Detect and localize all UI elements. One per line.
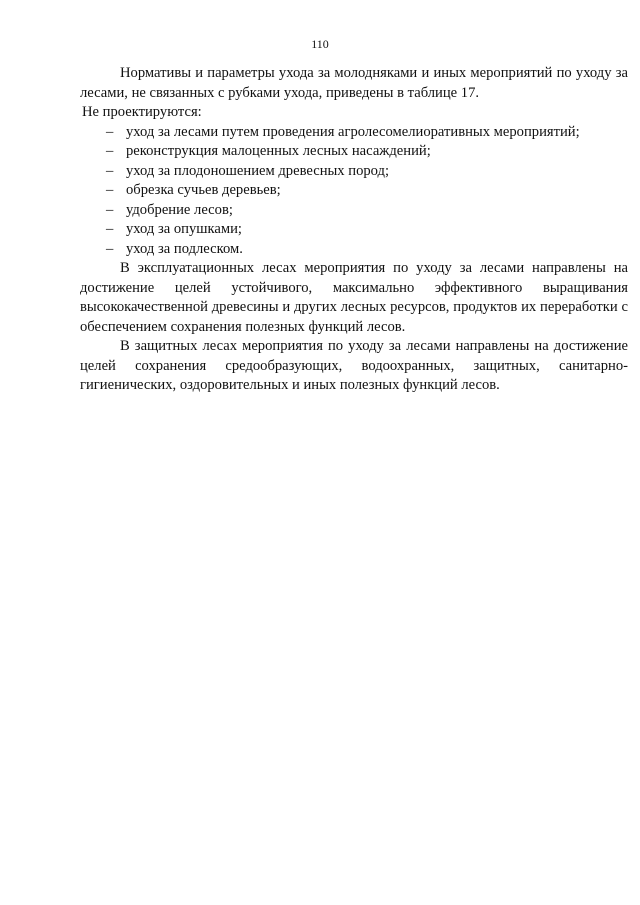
list-item	[80, 123, 628, 143]
list-dash: –	[106, 123, 114, 140]
list-dash: –	[106, 201, 114, 218]
list-dash: –	[106, 143, 114, 159]
list-item-text: удобрение лесов;	[126, 201, 233, 218]
list-item-text: уход за плодоношением древесных пород;	[126, 162, 390, 179]
paragraph-norms: Нормативы и параметры ухода за молодняками и иных мероприятий по уходу за лесами, не связанных с рубками ухода, приведены в таблице 17.	[80, 65, 628, 101]
paragraph-protective-forests: В защитных лесах мероприятия по уходу за лесами направлены на достижение целей сохранения средообразующих, водоохранных, защитных, санитарно-гигиенических, оздоровительных и иных полезных функций лесов.	[80, 338, 628, 393]
list-item	[80, 201, 628, 221]
list-item	[80, 240, 628, 260]
list-item-text: уход за опушками;	[126, 221, 242, 237]
list-item-text: уход за подлеском.	[126, 240, 243, 257]
page-number: 110	[311, 37, 329, 51]
not-designed-list	[80, 123, 628, 260]
list-dash: –	[106, 162, 114, 179]
list-item	[80, 181, 628, 201]
list-item	[80, 142, 628, 162]
paragraph-exploitation-forests: В эксплуатационных лесах мероприятия по уходу за лесами направлены на достижение целей устойчивого, максимально эффективного выращивания высококачественной древесины и других лесных ресурсов, продуктов их переработки с обеспечением сохранения полезных функций лесов.	[80, 260, 628, 335]
document-body	[80, 64, 628, 396]
list-dash: –	[106, 240, 114, 257]
list-dash: –	[106, 221, 114, 237]
list-item-text: реконструкция малоценных лесных насаждений;	[126, 143, 431, 159]
list-item-text: уход за лесами путем проведения агролесомелиоративных мероприятий;	[126, 123, 580, 140]
list-item	[80, 220, 628, 240]
not-designed-heading: Не проектируются:	[82, 104, 202, 120]
list-item-text: обрезка сучьев деревьев;	[126, 182, 281, 198]
list-dash: –	[106, 182, 114, 198]
list-item	[80, 162, 628, 182]
